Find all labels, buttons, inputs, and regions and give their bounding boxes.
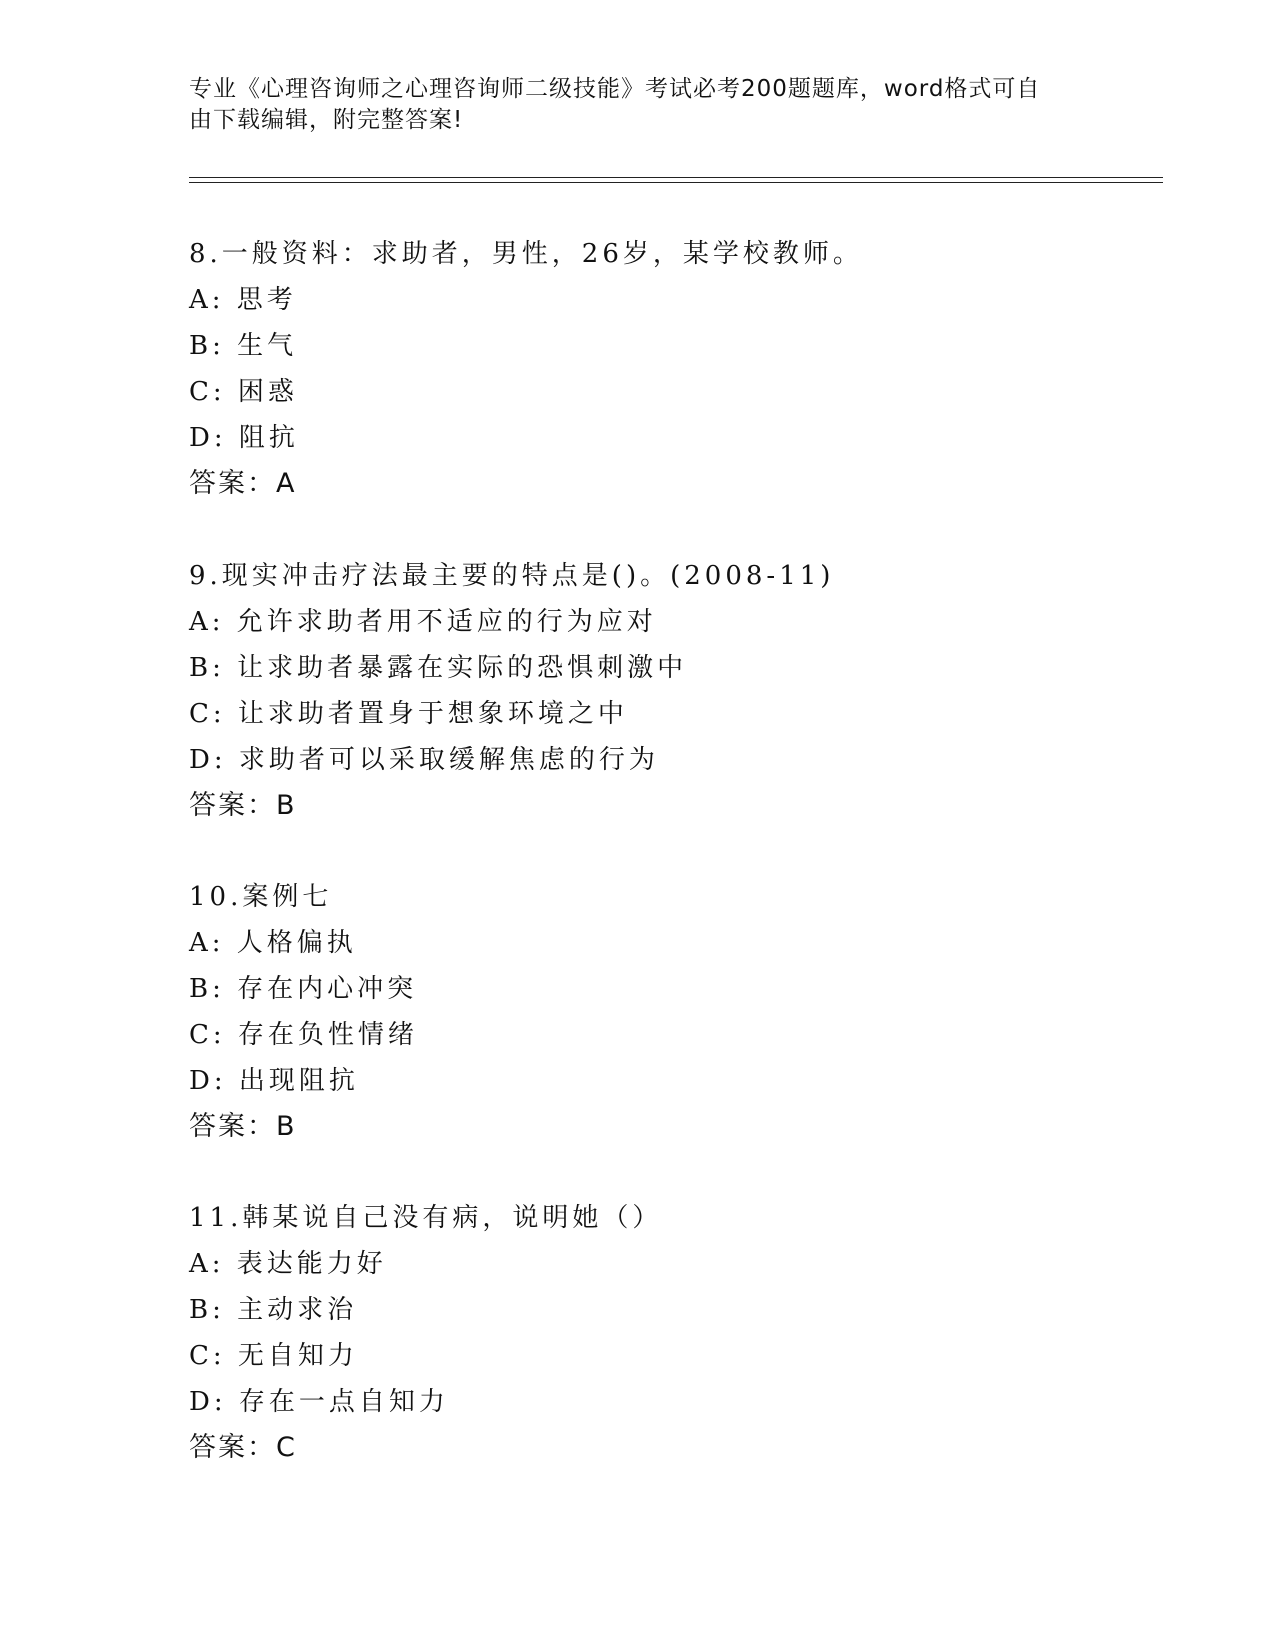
option-b: B: 生气 xyxy=(189,331,298,361)
option-d: D: 阻抗 xyxy=(189,423,299,453)
answer-line: 答案：B xyxy=(189,1111,297,1142)
option-d: D: 求助者可以采取缓解焦虑的行为 xyxy=(189,745,659,775)
header-divider-top xyxy=(189,177,1163,178)
question-stem: 9.现实冲击疗法最主要的特点是()。(2008-11) xyxy=(189,561,835,591)
question-11 xyxy=(189,1195,1149,1471)
option-c: C: 存在负性情绪 xyxy=(189,1020,418,1050)
option-c: C: 困惑 xyxy=(189,377,298,407)
header-divider-bottom xyxy=(189,182,1163,183)
question-stem: 11.韩某说自己没有病，说明她（） xyxy=(189,1203,663,1233)
option-a: A: 思考 xyxy=(189,285,297,315)
option-c: C: 让求助者置身于想象环境之中 xyxy=(189,699,628,729)
header-line-1: 专业《心理咨询师之心理咨询师二级技能》考试必考200题题库，word格式可自 xyxy=(189,76,1041,102)
answer-line: 答案：A xyxy=(189,468,297,499)
answer-line: 答案：B xyxy=(189,790,297,821)
answer-line: 答案：C xyxy=(189,1432,297,1463)
question-9 xyxy=(189,553,1149,829)
question-stem: 10.案例七 xyxy=(189,882,333,912)
option-b: B: 主动求治 xyxy=(189,1295,358,1325)
document-header xyxy=(189,74,1069,136)
option-a: A: 允许求助者用不适应的行为应对 xyxy=(189,607,657,637)
option-b: B: 让求助者暴露在实际的恐惧刺激中 xyxy=(189,653,688,683)
option-d: D: 出现阻抗 xyxy=(189,1066,359,1096)
question-10 xyxy=(189,874,1149,1150)
option-b: B: 存在内心冲突 xyxy=(189,974,418,1004)
header-line-2: 由下载编辑，附完整答案! xyxy=(189,107,464,133)
option-a: A: 人格偏执 xyxy=(189,928,357,958)
question-8 xyxy=(189,231,1149,507)
option-a: A: 表达能力好 xyxy=(189,1249,387,1279)
question-stem: 8.一般资料：求助者，男性，26岁，某学校教师。 xyxy=(189,239,863,269)
option-c: C: 无自知力 xyxy=(189,1341,358,1371)
option-d: D: 存在一点自知力 xyxy=(189,1387,449,1417)
